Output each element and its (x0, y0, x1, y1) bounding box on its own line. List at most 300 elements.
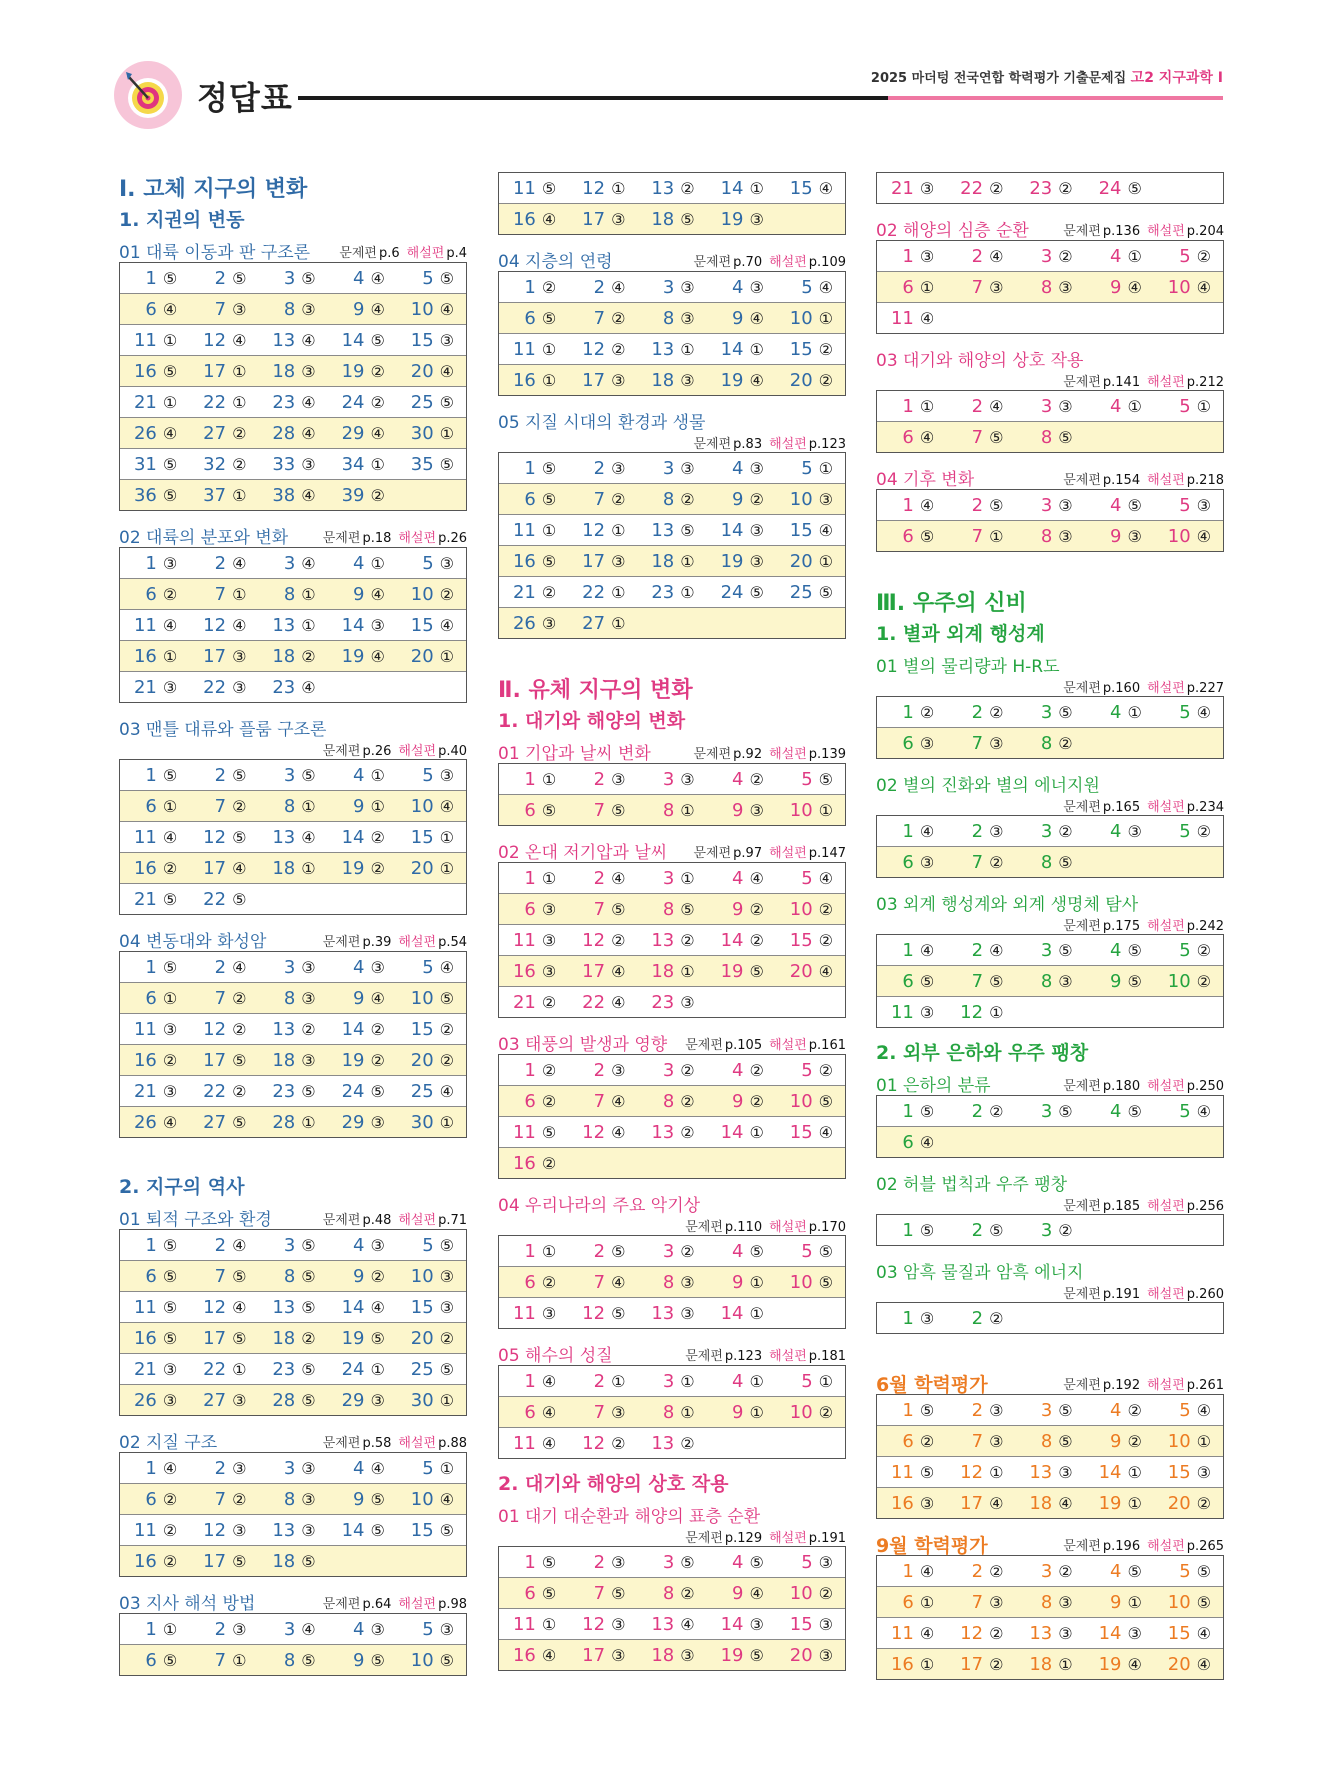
question-number: 7 (214, 987, 227, 1009)
answer-cell (397, 584, 466, 605)
answer-choice: ② (680, 1433, 695, 1453)
answer-cell (946, 852, 1015, 873)
answer-choice: ③ (232, 677, 247, 697)
answer-row (877, 490, 1223, 520)
answer-choice: ④ (439, 299, 455, 319)
question-number: 16 (133, 1327, 157, 1349)
question-number: 12 (203, 1296, 227, 1318)
solution-book-page: p.54 (438, 935, 467, 950)
section-title: 6월 학력평가 (876, 1374, 988, 1396)
answer-row (120, 1013, 466, 1044)
answer-choice: ② (232, 988, 247, 1008)
answer-choice: ⑤ (749, 1552, 764, 1572)
page-reference (685, 1216, 846, 1235)
answer-cell (877, 1431, 946, 1452)
answer-cell (1085, 1400, 1154, 1421)
question-number: 6 (524, 307, 536, 329)
problem-book-label: 문제편 (693, 437, 732, 452)
question-number: 13 (272, 1018, 296, 1040)
answer-choice: ③ (541, 930, 557, 950)
question-number: 2 (214, 552, 227, 574)
answer-cell (258, 1019, 327, 1040)
answer-row (120, 417, 466, 448)
question-number: 18 (651, 208, 675, 230)
section-header (876, 1168, 1224, 1214)
answer-choice: ⑤ (370, 1081, 385, 1101)
question-number: 4 (732, 1059, 744, 1081)
answer-cell (189, 1458, 258, 1479)
question-number: 3 (662, 1370, 675, 1392)
answer-cell (707, 551, 776, 572)
answer-cell (1085, 1462, 1154, 1483)
answer-choice: ⑤ (541, 178, 557, 198)
answer-row (499, 1085, 845, 1116)
answer-cell (776, 308, 845, 329)
answer-cell (258, 796, 327, 817)
answer-choice: ⑤ (370, 1328, 385, 1348)
question-number: 38 (272, 484, 296, 506)
answer-cell (499, 308, 568, 329)
question-number: 6 (902, 851, 914, 873)
answer-choice: ① (611, 520, 626, 540)
answer-choice: ② (439, 1328, 455, 1348)
answer-cell (637, 551, 706, 572)
answer-cell (707, 489, 776, 510)
question-number: 11 (890, 307, 914, 329)
answer-row (499, 1547, 845, 1577)
answer-choice: ⑤ (162, 361, 178, 381)
section-title: 03 외계 행성계와 외계 생명체 탐사 (876, 895, 1139, 915)
answer-choice: ③ (439, 330, 455, 350)
question-number: 17 (582, 1644, 606, 1666)
section-title: 01 대륙 이동과 판 구조론 (119, 243, 311, 263)
problem-book-page: p.192 (1102, 1378, 1141, 1393)
question-number: 10 (789, 898, 813, 920)
answer-cell (1154, 1623, 1223, 1644)
answer-cell (189, 1551, 258, 1572)
question-number: 8 (662, 1401, 675, 1423)
answer-choice: ③ (611, 1552, 626, 1572)
answer-table (876, 1302, 1224, 1334)
answer-table (119, 1613, 467, 1676)
question-number: 21 (133, 1080, 157, 1102)
chapter-title: 2. 대기와 해양의 상호 작용 (498, 1473, 729, 1495)
answer-choice: ① (749, 339, 764, 359)
question-number: 19 (341, 857, 365, 879)
answer-cell (1015, 246, 1084, 267)
answer-choice: ③ (680, 458, 695, 478)
question-number: 5 (801, 276, 813, 298)
answer-cell (1085, 971, 1154, 992)
answer-cell (568, 1402, 637, 1423)
question-number: 23 (272, 676, 296, 698)
answer-table (876, 815, 1224, 878)
answer-cell (877, 1400, 946, 1421)
problem-book-label: 문제편 (1063, 473, 1101, 488)
question-number: 2 (214, 267, 227, 289)
answer-cell (707, 1091, 776, 1112)
answer-cell (328, 584, 397, 605)
question-number: 4 (732, 1370, 744, 1392)
question-number: 24 (341, 1358, 365, 1380)
question-number: 5 (422, 1457, 434, 1479)
problem-book-label: 문제편 (1063, 375, 1101, 390)
answer-cell (707, 961, 776, 982)
answer-section (876, 463, 1224, 552)
answer-cell (189, 553, 258, 574)
answer-cell (189, 1235, 258, 1256)
question-number: 13 (651, 929, 675, 951)
answer-choice: ⑤ (1127, 971, 1142, 991)
question-number: 1 (902, 245, 914, 267)
answer-row (120, 1260, 466, 1291)
answer-row (877, 846, 1223, 877)
question-number: 19 (341, 1327, 365, 1349)
answer-cell (1015, 495, 1084, 516)
question-number: 2 (593, 1551, 606, 1573)
answer-cell (328, 646, 397, 667)
answer-choice: ⑤ (301, 1266, 316, 1286)
question-number: 18 (272, 1327, 296, 1349)
answer-choice: ① (611, 613, 626, 633)
question-number: 16 (133, 645, 157, 667)
answer-choice: ④ (818, 961, 834, 981)
answer-choice: ⑤ (989, 971, 1004, 991)
answer-choice: ③ (301, 1520, 316, 1540)
question-number: 4 (1110, 1560, 1122, 1582)
answer-cell (776, 520, 845, 541)
page-reference (1063, 1283, 1224, 1302)
question-number: 7 (593, 1582, 606, 1604)
answer-cell (946, 1308, 1015, 1329)
answer-choice: ② (301, 1328, 316, 1348)
problem-book-label: 문제편 (322, 531, 361, 546)
question-number: 8 (662, 1090, 675, 1112)
section-header (119, 925, 467, 951)
answer-choice: ④ (232, 1297, 247, 1317)
answer-cell (776, 1552, 845, 1573)
solution-book-label: 해설편 (1147, 1079, 1185, 1094)
question-number: 13 (651, 1121, 675, 1143)
answer-choice: ⑤ (301, 1297, 316, 1317)
answer-cell (776, 769, 845, 790)
question-number: 7 (593, 1271, 606, 1293)
answer-row (877, 697, 1223, 727)
answer-cell (877, 733, 946, 754)
question-number: 7 (971, 426, 984, 448)
answer-choice: ⑤ (1058, 1400, 1073, 1420)
answer-cell (1015, 852, 1084, 873)
answer-cell (1085, 246, 1154, 267)
question-number: 12 (582, 177, 606, 199)
answer-choice: ① (439, 423, 455, 443)
question-number: 3 (1040, 1399, 1053, 1421)
answer-choice: ⑤ (1058, 852, 1073, 872)
answer-table (876, 390, 1224, 453)
answer-row (120, 1453, 466, 1483)
question-number: 16 (133, 360, 157, 382)
answer-cell (568, 961, 637, 982)
answer-choice: ③ (919, 852, 935, 872)
answer-cell (1015, 178, 1084, 199)
answer-cell (328, 553, 397, 574)
section-title: 03 대기와 해양의 상호 작용 (876, 351, 1084, 371)
question-number: 4 (732, 276, 744, 298)
answer-cell (328, 1112, 397, 1133)
answer-choice: ⑤ (680, 520, 695, 540)
question-number: 11 (133, 614, 157, 636)
question-number: 3 (283, 1234, 296, 1256)
question-number: 27 (203, 422, 227, 444)
question-number: 11 (512, 177, 536, 199)
answer-choice: ⑤ (162, 957, 178, 977)
answer-cell (328, 1489, 397, 1510)
answer-choice: ⑤ (749, 582, 764, 602)
answer-table (876, 489, 1224, 552)
solution-book-page: p.170 (808, 1220, 846, 1235)
answer-choice: ③ (301, 299, 316, 319)
answer-table (876, 172, 1224, 204)
question-number: 6 (524, 488, 536, 510)
answer-choice: ④ (1196, 1623, 1212, 1643)
answer-choice: ① (541, 370, 557, 390)
question-number: 21 (890, 177, 914, 199)
question-number: 25 (410, 1080, 434, 1102)
page-reference (323, 931, 467, 950)
answer-choice: ② (541, 992, 557, 1012)
answer-choice: ② (1196, 940, 1212, 960)
answer-cell (707, 1272, 776, 1293)
question-number: 21 (133, 888, 157, 910)
question-number: 10 (789, 1582, 813, 1604)
answer-choice: ⑤ (541, 308, 557, 328)
question-number: 7 (971, 1430, 984, 1452)
answer-choice: ② (749, 489, 764, 509)
answer-choice: ③ (232, 1390, 247, 1410)
answer-cell (1154, 1400, 1223, 1421)
answer-choice: ⑤ (162, 454, 178, 474)
question-number: 1 (524, 768, 536, 790)
answer-cell (258, 988, 327, 1009)
answer-cell (637, 769, 706, 790)
answer-cell (1015, 1462, 1084, 1483)
answer-choice: ⑤ (439, 454, 455, 474)
answer-cell (397, 858, 466, 879)
question-number: 15 (410, 329, 434, 351)
question-number: 7 (214, 795, 227, 817)
question-number: 27 (203, 1111, 227, 1133)
answer-cell (328, 1359, 397, 1380)
answer-table (498, 1365, 846, 1459)
question-number: 10 (789, 1271, 813, 1293)
question-number: 16 (133, 1550, 157, 1572)
answer-cell (946, 178, 1015, 199)
answer-cell (189, 1489, 258, 1510)
answer-choice: ② (541, 1153, 557, 1173)
answer-cell (1015, 427, 1084, 448)
answer-choice: ① (370, 454, 385, 474)
answer-choice: ④ (301, 677, 316, 697)
solution-book-page: p.227 (1186, 681, 1224, 696)
answer-choice: ④ (232, 553, 247, 573)
answer-choice: ④ (818, 520, 834, 540)
question-number: 39 (341, 484, 365, 506)
problem-book-page: p.64 (362, 1597, 392, 1612)
answer-cell (120, 1297, 189, 1318)
answer-choice: ③ (919, 178, 935, 198)
answer-cell (1154, 821, 1223, 842)
answer-cell (120, 1489, 189, 1510)
answer-choice: ① (541, 1241, 557, 1261)
question-number: 1 (145, 1457, 157, 1479)
answer-row (499, 576, 845, 607)
answer-cell (776, 1371, 845, 1392)
answer-cell (328, 485, 397, 506)
answer-cell (877, 1132, 946, 1153)
page-reference (1063, 677, 1224, 696)
answer-choice: ③ (749, 277, 764, 297)
answer-cell (877, 971, 946, 992)
question-number: 2 (971, 1307, 984, 1329)
question-number: 11 (512, 1432, 536, 1454)
answer-table (498, 452, 846, 639)
answer-cell (776, 370, 845, 391)
answer-cell (189, 1359, 258, 1380)
question-number: 22 (203, 1358, 227, 1380)
answer-choice: ① (1058, 1654, 1073, 1674)
answer-choice: ⑤ (989, 1220, 1004, 1240)
section-title: 02 대륙의 분포와 변화 (119, 528, 289, 548)
answer-cell (120, 485, 189, 506)
answer-choice: ① (439, 827, 455, 847)
answer-choice: ② (370, 392, 385, 412)
question-number: 20 (789, 960, 813, 982)
question-number: 14 (341, 1519, 365, 1541)
answer-choice: ① (818, 458, 834, 478)
answer-choice: ② (370, 1266, 385, 1286)
page-reference (1063, 915, 1224, 934)
answer-cell (1154, 1101, 1223, 1122)
answer-cell (877, 821, 946, 842)
answer-choice: ④ (1127, 277, 1142, 297)
answer-choice: ③ (749, 551, 764, 571)
answer-cell (637, 1303, 706, 1324)
answer-choice: ⑤ (162, 485, 178, 505)
problem-book-page: p.70 (733, 255, 763, 270)
question-number: 13 (272, 614, 296, 636)
answer-choice: ② (370, 1050, 385, 1070)
answer-cell (637, 178, 706, 199)
answer-cell (189, 646, 258, 667)
answer-cell (707, 930, 776, 951)
answer-choice: ③ (301, 454, 316, 474)
answer-cell (258, 330, 327, 351)
answer-cell (946, 1462, 1015, 1483)
answer-choice: ① (232, 1650, 247, 1670)
question-number: 3 (1040, 245, 1053, 267)
solution-book-page: p.234 (1186, 800, 1224, 815)
answer-choice: ④ (1127, 1654, 1142, 1674)
question-number: 20 (410, 1327, 434, 1349)
answer-cell (877, 277, 946, 298)
section-header (119, 521, 467, 547)
answer-choice: ③ (919, 733, 935, 753)
answer-cell (637, 1091, 706, 1112)
problem-book-page: p.129 (724, 1531, 763, 1546)
answer-cell (568, 209, 637, 230)
answer-cell (946, 396, 1015, 417)
answer-cell (258, 584, 327, 605)
question-number: 10 (789, 307, 813, 329)
answer-row (499, 924, 845, 955)
solution-book-label: 해설편 (769, 846, 807, 861)
question-number: 6 (524, 1271, 536, 1293)
question-number: 11 (512, 338, 536, 360)
answer-row (499, 1116, 845, 1147)
question-number: 8 (1040, 1430, 1053, 1452)
answer-table (498, 271, 846, 396)
question-number: 20 (410, 1049, 434, 1071)
answer-cell (328, 957, 397, 978)
answer-row (120, 1483, 466, 1514)
question-number: 10 (410, 1488, 434, 1510)
answer-cell (328, 615, 397, 636)
answer-cell (397, 1328, 466, 1349)
answer-cell (946, 1220, 1015, 1241)
answer-cell (776, 1122, 845, 1143)
question-number: 9 (1110, 525, 1122, 547)
answer-table (119, 951, 467, 1138)
problem-book-label: 문제편 (1063, 681, 1101, 696)
question-number: 29 (341, 422, 365, 444)
answer-cell (776, 961, 845, 982)
question-number: 11 (890, 1001, 914, 1023)
solution-book-label: 해설편 (1147, 1378, 1185, 1393)
answer-cell (120, 423, 189, 444)
answer-cell (568, 899, 637, 920)
answer-cell (189, 485, 258, 506)
answer-row (499, 1297, 845, 1328)
question-number: 9 (732, 1582, 744, 1604)
question-number: 2 (593, 867, 606, 889)
answer-cell (120, 765, 189, 786)
answer-choice: ② (439, 1050, 455, 1070)
chapter-title: 2. 지구의 역사 (119, 1176, 245, 1198)
section-title: 05 해수의 성질 (498, 1346, 613, 1366)
answer-cell (946, 526, 1015, 547)
answer-cell (946, 1592, 1015, 1613)
answer-choice: ④ (541, 1645, 557, 1665)
answer-choice: ② (680, 489, 695, 509)
answer-cell (637, 1433, 706, 1454)
answer-choice: ⑤ (989, 495, 1004, 515)
question-number: 3 (1040, 701, 1053, 723)
answer-cell (877, 702, 946, 723)
question-number: 29 (341, 1389, 365, 1411)
answer-cell (258, 1297, 327, 1318)
answer-choice: ① (162, 796, 178, 816)
answer-cell (499, 370, 568, 391)
answer-cell (120, 889, 189, 910)
answer-cell (189, 1050, 258, 1071)
answer-choice: ⑤ (439, 1359, 455, 1379)
title-underline (298, 96, 888, 100)
answer-choice: ⑤ (232, 1050, 247, 1070)
answer-choice: ② (749, 1060, 764, 1080)
question-number: 5 (801, 867, 813, 889)
answer-cell (776, 1272, 845, 1293)
question-number: 5 (422, 1234, 434, 1256)
